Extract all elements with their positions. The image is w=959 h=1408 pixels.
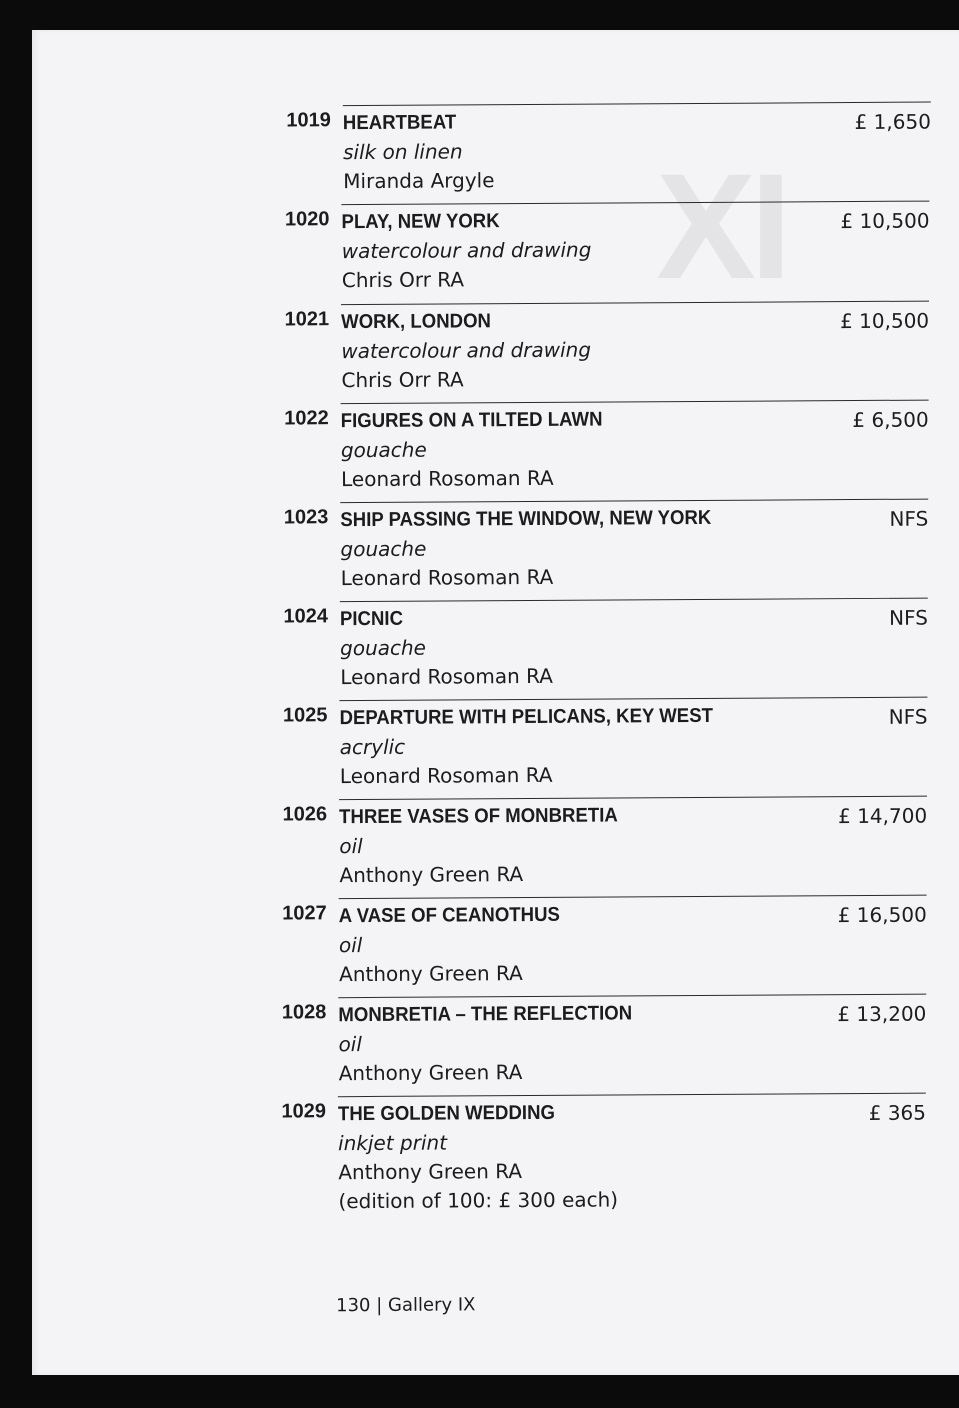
entry-medium: watercolour and drawing xyxy=(341,337,592,364)
entry-title: MONBRETIA – THE REFLECTION xyxy=(338,1002,633,1027)
entry-artist: Leonard Rosoman RA xyxy=(340,663,553,690)
entry-price: £ 6,500 xyxy=(852,407,929,433)
entry-title: SHIP PASSING THE WINDOW, NEW YORK xyxy=(340,506,712,532)
catalogue-entry xyxy=(26,994,927,1086)
entry-artist: Anthony Green RA xyxy=(339,961,523,987)
entry-edition-note: (edition of 100: £ 300 each) xyxy=(338,1187,619,1214)
entry-rule xyxy=(340,499,928,504)
entry-medium: watercolour and drawing xyxy=(341,237,592,264)
entry-medium: oil xyxy=(339,834,363,859)
entry-rule xyxy=(339,697,927,702)
entry-artist: Leonard Rosoman RA xyxy=(341,465,554,492)
entry-number: 1028 xyxy=(281,1001,327,1024)
entry-number: 1024 xyxy=(283,605,328,628)
entry-rule xyxy=(341,301,929,306)
entry-artist: Leonard Rosoman RA xyxy=(340,564,554,591)
entry-number: 1023 xyxy=(283,506,329,529)
entry-medium: silk on linen xyxy=(343,139,463,165)
catalogue-entry xyxy=(31,102,931,194)
catalogue-entry xyxy=(28,598,929,690)
entry-medium: gouache xyxy=(340,536,427,562)
entry-medium: oil xyxy=(338,933,363,958)
catalogue-entry xyxy=(28,499,929,591)
entry-price: £ 1,650 xyxy=(854,109,931,135)
entry-rule xyxy=(340,598,928,603)
page-footer: 130 | Gallery IX xyxy=(336,1294,476,1317)
entry-number: 1020 xyxy=(284,208,330,231)
catalogue-entry xyxy=(27,895,927,987)
entry-artist: Leonard Rosoman RA xyxy=(339,762,553,789)
entry-price: NFS xyxy=(889,605,929,630)
entry-medium: gouache xyxy=(340,635,427,661)
entry-price: NFS xyxy=(889,506,929,531)
catalogue-entry xyxy=(27,796,928,888)
entry-price: £ 13,200 xyxy=(837,1001,927,1027)
entry-rule xyxy=(338,994,926,999)
entry-rule xyxy=(341,400,929,405)
show-through-gallery-numeral: IX xyxy=(662,142,792,310)
entry-number: 1027 xyxy=(282,902,327,925)
entry-medium: oil xyxy=(338,1032,362,1057)
catalogue-entry xyxy=(29,400,929,492)
entry-price: £ 16,500 xyxy=(837,902,927,928)
entry-number: 1025 xyxy=(282,704,328,727)
entry-price: £ 10,500 xyxy=(839,308,930,334)
catalogue-entry xyxy=(26,1093,927,1214)
entry-title: PLAY, NEW YORK xyxy=(341,210,500,234)
entry-medium: acrylic xyxy=(339,734,406,760)
catalogue-page xyxy=(32,30,959,1375)
entry-number: 1021 xyxy=(284,308,330,331)
entry-artist: Chris Orr RA xyxy=(341,267,465,293)
entry-medium: inkjet print xyxy=(338,1130,448,1156)
entry-title: WORK, LONDON xyxy=(341,310,491,334)
catalogue-entry xyxy=(29,301,930,393)
entry-rule xyxy=(343,102,931,107)
entry-price: £ 14,700 xyxy=(838,803,928,829)
entry-price: NFS xyxy=(888,704,928,729)
entry-title: FIGURES ON A TILTED LAWN xyxy=(340,408,603,433)
entry-title: THE GOLDEN WEDDING xyxy=(337,1101,556,1126)
entry-artist: Anthony Green RA xyxy=(339,862,524,888)
entry-number: 1022 xyxy=(284,407,329,430)
entry-number: 1029 xyxy=(281,1100,327,1123)
entry-rule xyxy=(341,201,929,206)
entry-artist: Miranda Argyle xyxy=(343,168,495,194)
entry-title: THREE VASES OF MONBRETIA xyxy=(339,804,618,829)
entry-artist: Chris Orr RA xyxy=(341,367,464,393)
entry-title: DEPARTURE WITH PELICANS, KEY WEST xyxy=(339,704,714,730)
entry-title: A VASE OF CEANOTHUS xyxy=(338,903,560,928)
entry-number: 1026 xyxy=(282,803,328,826)
entry-rule xyxy=(338,1093,926,1098)
entry-title: HEARTBEAT xyxy=(342,111,457,135)
entry-number: 1019 xyxy=(286,109,331,132)
entry-artist: Anthony Green RA xyxy=(338,1159,523,1185)
catalogue-entry xyxy=(27,697,928,789)
entry-title: PICNIC xyxy=(339,607,404,631)
entry-price: £ 365 xyxy=(868,1100,927,1125)
entry-rule xyxy=(339,796,927,801)
entry-price: £ 10,500 xyxy=(840,208,930,234)
entry-list xyxy=(28,27,959,1378)
entry-artist: Anthony Green RA xyxy=(338,1060,523,1086)
entry-rule xyxy=(339,895,927,900)
entry-medium: gouache xyxy=(340,437,427,463)
